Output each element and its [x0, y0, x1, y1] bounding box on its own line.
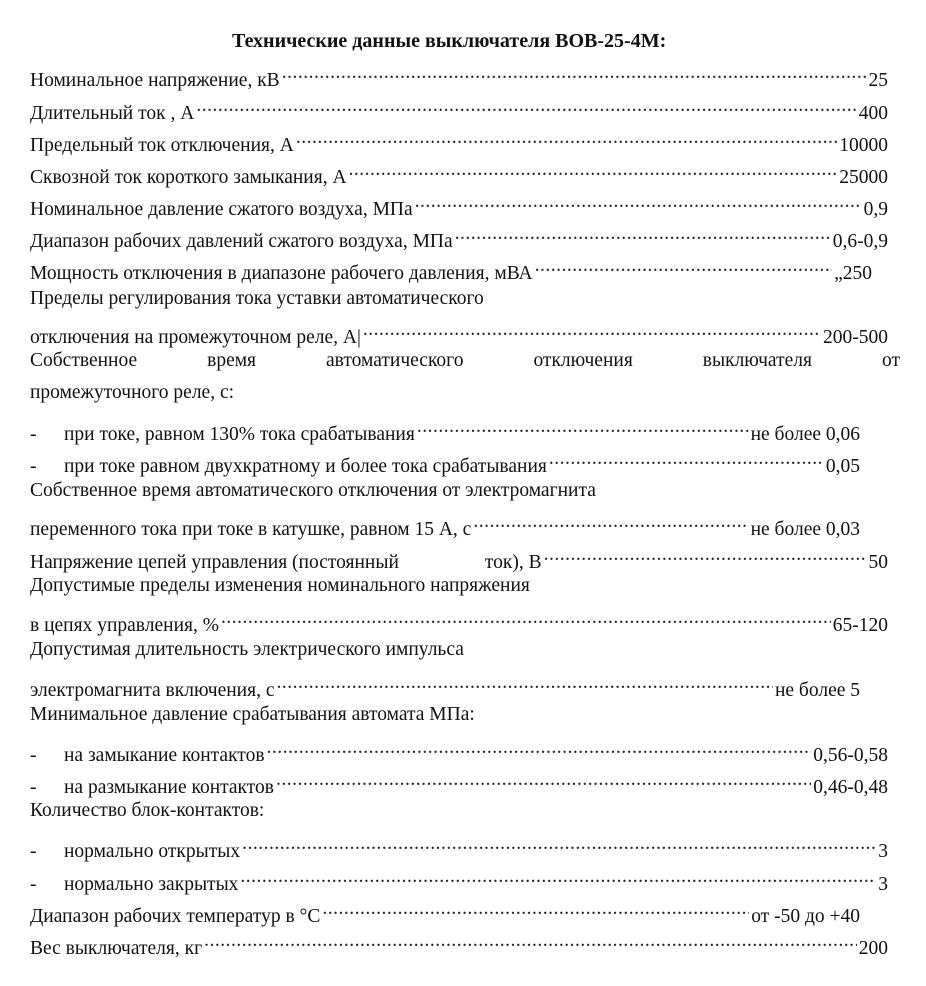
list-dash: - — [30, 424, 37, 445]
spec-label: Вес выключателя, кг — [30, 938, 203, 959]
spec-row-continuous-current — [30, 91, 888, 124]
dot-leader — [349, 155, 838, 183]
spec-row-pulse-duration — [30, 668, 860, 701]
spec-subrow-closing — [30, 733, 888, 766]
word: автоматического — [326, 350, 464, 371]
word: время — [207, 350, 257, 371]
word: Собственное — [30, 350, 138, 371]
dot-leader — [544, 540, 867, 568]
spec-value: 0,6-0,9 — [832, 231, 888, 252]
spec-row-weight — [30, 926, 888, 959]
spec-label-line1: Количество блок-контактов: — [30, 800, 265, 821]
spec-row-electromagnet-time — [30, 507, 860, 540]
spec-subrow-opening — [30, 765, 888, 798]
spec-value: от -50 до +40 — [751, 906, 860, 927]
spec-value: 25 — [868, 70, 888, 91]
spec-row-rated-voltage — [30, 58, 888, 91]
spec-label: в цепях управления, % — [30, 615, 219, 636]
spec-row-breaking-power — [30, 251, 872, 284]
spec-value: 0,05 — [825, 456, 860, 477]
dot-leader — [473, 507, 748, 535]
spec-value: 50 — [868, 552, 888, 573]
spec-label: Напряжение цепей управления (постоянный — [30, 552, 399, 573]
spec-label-line2: промежуточного реле, с: — [30, 382, 235, 403]
list-dash: - — [30, 841, 37, 862]
spec-row-rated-air-pressure — [30, 187, 888, 220]
dot-leader — [322, 894, 749, 922]
page-title: Технические данные выключателя ВОВ-25-4М: — [232, 30, 667, 52]
spec-label-line1: Допустимая длительность электрического импульса — [30, 639, 464, 660]
spec-label: на замыкание контактов — [64, 745, 265, 766]
dot-leader — [535, 251, 833, 279]
dot-leader — [196, 91, 856, 119]
spec-value: 0,56-0,58 — [813, 745, 888, 766]
spec-label: нормально открытых — [64, 841, 241, 862]
dot-leader — [455, 219, 831, 247]
spec-value: „250 — [834, 263, 872, 284]
dot-leader — [240, 862, 876, 890]
spec-value: 3 — [878, 841, 888, 862]
spec-value: не более 0,03 — [750, 519, 860, 540]
spec-value: 65-120 — [832, 615, 888, 636]
spec-label: Длительный ток , А — [30, 103, 195, 124]
dot-leader — [242, 829, 876, 857]
spec-row-control-voltage — [30, 540, 888, 573]
spec-label-line1: Собственное время автоматического отключения от электромагнита — [30, 480, 596, 501]
dot-leader — [363, 315, 821, 343]
dot-leader — [276, 668, 772, 696]
spec-label: Сквозной ток короткого замыкания, А — [30, 167, 347, 188]
spec-justified-line — [30, 347, 900, 375]
spec-value: не более 0,06 — [750, 424, 860, 445]
dot-leader — [296, 123, 837, 151]
list-dash: - — [30, 456, 37, 477]
spec-label: Диапазон рабочих температур в °С — [30, 906, 321, 927]
dot-leader — [417, 412, 749, 440]
spec-row-setting-current-range — [30, 315, 888, 348]
dot-leader — [276, 765, 811, 793]
spec-label: нормально закрытых — [64, 874, 239, 895]
spec-subrow-130-percent — [30, 412, 860, 445]
spec-row-pressure-range — [30, 219, 888, 252]
spec-subrow-double-current — [30, 444, 860, 477]
dot-leader — [415, 187, 862, 215]
spec-row-temperature-range — [30, 894, 860, 927]
spec-value: 3 — [878, 874, 888, 895]
spec-value: не более 5 — [774, 680, 860, 701]
dot-leader — [267, 733, 812, 761]
list-dash: - — [30, 874, 37, 895]
dot-leader — [204, 926, 857, 954]
spec-label-line1: Минимальное давление срабатывания автомата МПа: — [30, 704, 475, 725]
spec-value: 400 — [858, 103, 888, 124]
spec-row-voltage-limits — [30, 603, 888, 636]
dot-leader — [221, 603, 831, 631]
spec-value: 0,9 — [863, 199, 888, 220]
word: отключения — [533, 350, 633, 371]
spec-label-line1: Допустимые пределы изменения номинального напряжения — [30, 575, 530, 596]
spec-label: на размыкание контактов — [64, 777, 274, 798]
spec-label: при токе равном двухкратному и более тока срабатывания — [64, 456, 547, 477]
word: от — [881, 350, 900, 371]
spec-value: 10000 — [839, 135, 888, 156]
spec-label-continued: ток), В — [484, 552, 542, 573]
spec-label: при токе, равном 130% тока срабатывания — [64, 424, 415, 445]
spec-label: Предельный ток отключения, А — [30, 135, 294, 156]
list-dash: - — [30, 777, 37, 798]
spec-row-through-current — [30, 155, 888, 188]
spec-value: 0,46-0,48 — [813, 777, 888, 798]
spec-label: электромагнита включения, с — [30, 680, 275, 701]
spec-value: 200 — [858, 938, 888, 959]
spec-value: 25000 — [839, 167, 888, 188]
spec-row-breaking-current — [30, 123, 888, 156]
spec-subrow-normally-closed — [30, 862, 888, 895]
spec-label: Мощность отключения в диапазоне рабочего давления, мВА — [30, 263, 533, 284]
spec-label: Номинальное напряжение, кВ — [30, 70, 280, 91]
spec-subrow-normally-open — [30, 829, 888, 862]
word: выключателя — [702, 350, 812, 371]
dot-leader — [549, 444, 824, 472]
list-dash: - — [30, 745, 37, 766]
spec-label: переменного тока при токе в катушке, равном 15 А, с — [30, 519, 472, 540]
spec-label: отключения на промежуточном реле, А| — [30, 327, 361, 348]
spec-label: Номинальное давление сжатого воздуха, МПа — [30, 199, 413, 220]
spec-label: Диапазон рабочих давлений сжатого воздуха, МПа — [30, 231, 453, 252]
spec-label-line1: Пределы регулирования тока уставки автоматического — [30, 288, 484, 309]
spec-value: 200-500 — [823, 327, 888, 348]
dot-leader — [282, 58, 867, 86]
